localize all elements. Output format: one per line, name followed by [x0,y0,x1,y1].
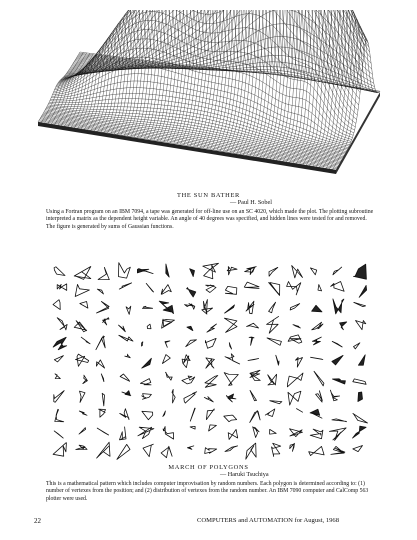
random-polygon [120,409,129,420]
mesh-line-v [39,120,337,168]
mesh-line-u [233,10,276,153]
random-polygon [269,302,276,313]
random-polygon [228,429,238,439]
random-polygon [297,409,303,413]
random-polygon [76,445,87,449]
random-polygon [331,446,345,454]
random-polygon [99,409,106,417]
random-polygon [97,442,110,458]
page-number: 22 [34,517,41,525]
mesh-line-u [147,10,190,139]
random-polygon [142,358,152,368]
random-polygon [229,343,231,349]
random-polygon [268,374,277,385]
random-polygon [97,428,108,435]
random-polygon [206,358,215,368]
random-polygon [83,375,88,383]
random-polygon [244,282,259,288]
mesh-line-u [290,10,334,163]
random-polygon [224,373,238,386]
random-polygon [312,305,322,312]
random-polygon [332,341,342,347]
random-polygon [318,285,322,291]
random-polygon [353,426,367,438]
random-polygon [353,413,368,423]
random-polygon [209,425,217,431]
random-polygon [358,355,365,365]
random-polygon [142,411,153,419]
random-polygon [310,268,316,275]
random-polygon [187,326,193,330]
random-polygon [250,370,260,380]
random-polygon [187,288,196,297]
random-polygon [79,411,87,415]
random-polygon [57,318,67,330]
random-polygon [333,267,342,275]
random-polygon [96,336,105,350]
mesh-line-u [227,10,270,152]
random-polygon [172,389,175,403]
random-polygon [53,337,67,349]
random-polygon [182,376,195,384]
random-polygon [146,283,153,292]
mesh-line-u [144,10,187,139]
random-polygon [354,264,367,279]
mesh-line-v [41,117,339,164]
sun-bather-surface-plot [18,10,398,188]
random-polygon [330,390,339,401]
mesh-line-v [70,10,370,71]
mesh-line-u [151,10,194,140]
random-polygon [55,409,64,421]
random-polygon [190,426,195,429]
random-polygon [203,263,219,279]
random-polygon [314,371,324,386]
random-polygon [163,427,174,440]
random-polygon [265,409,275,417]
random-polygon [53,443,66,457]
random-polygon [310,409,322,418]
random-polygon [96,360,104,368]
polygon-field [53,263,368,460]
random-polygon [312,337,321,345]
random-polygon [359,285,367,297]
random-polygon [288,391,301,405]
random-polygon [53,300,60,310]
random-polygon [97,301,110,313]
sun-bather-author: — Paul H. Sobel [230,199,272,206]
random-polygon [97,289,103,294]
random-polygon [74,321,87,332]
random-polygon [76,354,89,366]
magazine-footer: COMPUTERS and AUTOMATION for August, 1968 [197,517,340,524]
random-polygon [186,340,197,347]
mesh-line-u [237,10,280,154]
random-polygon [250,390,257,400]
random-polygon [206,285,216,293]
random-polygon [356,321,366,330]
random-polygon [55,374,60,379]
random-polygon [227,267,237,275]
mesh-line-v [71,10,371,70]
random-polygon [54,431,63,438]
random-polygon [163,411,166,417]
sun-bather-title: THE SUN BATHER [176,192,241,199]
random-polygon [161,446,172,457]
random-polygon [79,428,86,435]
mesh-line-u [204,10,247,148]
random-polygon [332,379,345,384]
random-polygon [103,318,110,325]
random-polygon [119,263,131,278]
random-polygon [142,394,152,400]
random-polygon [143,444,153,457]
random-polygon [246,443,256,459]
random-polygon [81,337,90,344]
march-of-polygons-title: MARCH OF POLYGONS [168,464,249,471]
random-polygon [75,284,89,296]
surface-base-edge [38,122,336,174]
random-polygon [185,304,195,310]
mesh-line-u [111,10,154,134]
random-polygon [142,306,152,308]
random-polygon [354,302,366,306]
random-polygon [311,357,323,359]
random-polygon [332,419,347,422]
random-polygon [353,446,363,452]
random-polygon [333,299,344,314]
random-polygon [162,319,175,328]
random-polygon [138,427,154,438]
random-polygon [267,316,279,333]
random-polygon [80,302,88,309]
random-polygon [202,300,213,315]
random-polygon [205,448,217,454]
random-polygon [159,301,173,314]
random-polygon [270,401,282,404]
random-polygon [147,324,151,329]
random-polygon [117,444,130,459]
random-polygon [267,338,281,345]
random-polygon [250,411,260,423]
random-polygon [296,357,303,367]
random-polygon [166,264,169,277]
random-polygon [290,443,295,451]
random-polygon [331,282,345,292]
random-polygon [272,443,281,456]
random-polygon [225,446,238,452]
random-polygon [316,391,323,402]
random-polygon [102,393,104,406]
random-polygon [310,429,323,439]
random-polygon [101,374,104,382]
random-polygon [165,341,170,347]
random-polygon [269,283,280,296]
random-polygon [224,318,237,332]
random-polygon [292,266,303,278]
random-polygon [287,282,301,295]
random-polygon [353,379,366,384]
random-polygon [190,269,195,277]
random-polygon [119,335,133,341]
random-polygon [126,306,131,314]
random-polygon [290,429,303,437]
random-polygon [119,283,131,289]
random-polygon [206,409,214,420]
random-polygon [120,427,127,440]
random-polygon [224,415,237,422]
mesh-line-v [43,114,341,161]
random-polygon [309,446,324,455]
random-polygon [74,267,91,280]
random-polygon [293,325,300,328]
random-polygon [54,391,64,403]
random-polygon [184,392,197,403]
random-polygon [340,322,347,330]
random-polygon [253,427,259,438]
random-polygon [207,324,217,332]
random-polygon [270,429,277,434]
random-polygon [120,374,130,381]
random-polygon [312,322,323,330]
random-polygon [290,304,300,310]
random-polygon [119,325,126,332]
random-polygon [225,354,240,364]
random-polygon [248,359,259,361]
random-polygon [205,338,216,348]
random-polygon [125,354,130,358]
random-polygon [142,342,143,346]
random-polygon [80,391,86,402]
random-polygon [205,376,218,388]
random-polygon [190,408,195,421]
random-polygon [140,379,151,385]
march-of-polygons-grid [50,262,370,460]
random-polygon [54,356,63,362]
march-of-polygons-description: This is a mathematical pattern which includes computer improvisation by random numbers. Each polygon is determined according to: (1) number of vertexes from the position; and (2) distribution of vertexes from the random number. An IBM 7090 computer and CalComp 563 plotter were used. [46,481,369,502]
random-polygon [358,392,363,402]
random-polygon [288,335,302,343]
random-polygon [245,267,257,275]
random-polygon [246,301,254,314]
random-polygon [137,269,153,274]
random-polygon [204,397,213,402]
random-polygon [329,428,346,441]
random-polygon [287,373,303,387]
random-polygon [122,391,131,396]
random-polygon [187,446,193,450]
random-polygon [332,355,343,365]
march-of-polygons-author: — Haruki Tsuchiya [220,471,269,478]
random-polygon [226,394,236,402]
random-polygon [162,355,170,364]
random-polygon [98,267,109,279]
random-polygon [354,343,360,349]
random-polygon [182,355,190,368]
sun-bather-description: Using a Fortran program on an IBM 7094, a tape was generated for off-line use on an SC 4020, which made the plot. The plotting subroutine interpreted a matrix as the dependent height variable. An angle of 40 degrees was specified, and hidden lines were tested for and removed. The figure is generated by sums of Gaussian functions. [46,209,374,230]
random-polygon [54,267,65,276]
surface-mesh [38,10,380,170]
random-polygon [225,286,236,294]
random-polygon [269,267,278,276]
mesh-line-u [51,54,93,124]
mesh-line-u [280,10,324,161]
mesh-line-v [56,20,355,130]
mesh-line-v [39,121,337,169]
random-polygon [57,284,66,291]
random-polygon [249,337,254,345]
random-polygon [247,323,259,328]
random-polygon [161,285,171,295]
random-polygon [166,372,173,380]
random-polygon [225,305,235,313]
mesh-line-v [75,55,375,89]
mesh-line-u [48,53,90,123]
random-polygon [276,355,279,365]
